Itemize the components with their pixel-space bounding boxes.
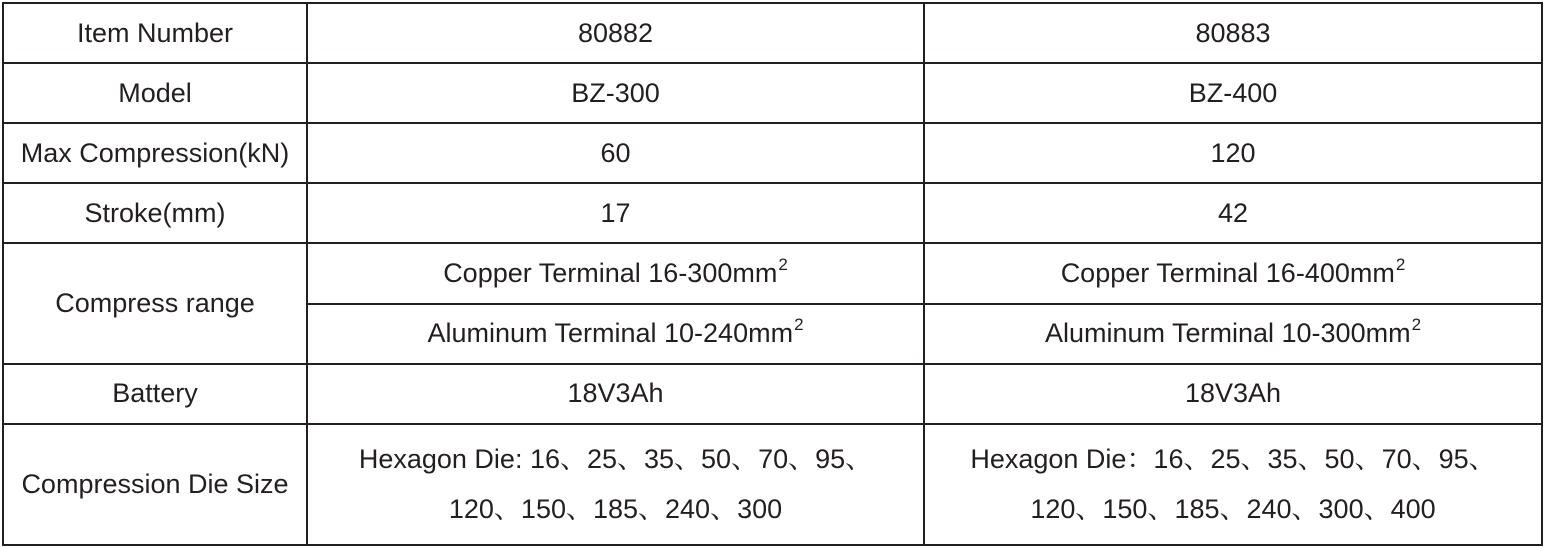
row-battery [3,364,1542,424]
label-battery: Battery [3,364,307,424]
cell-model-b: BZ-400 [924,63,1542,123]
cell-battery-b: 18V3Ah [924,364,1542,424]
spec-table [2,2,1543,546]
row-model [3,63,1542,123]
row-compress-range-copper [3,243,1542,303]
aluminum-range-b-exponent: 2 [1411,315,1422,335]
die-size-b-line2: 120、150、185、240、300、400 [1030,494,1436,525]
label-die-size: Compression Die Size [3,424,307,545]
die-size-a-line2: 120、150、185、240、300 [448,494,783,525]
aluminum-range-a-exponent: 2 [794,315,804,335]
copper-range-b-exponent: 2 [1395,254,1406,274]
cell-stroke-a: 17 [307,183,924,243]
cell-copper-range-a [307,243,924,303]
die-size-b-line1: Hexagon Die：16、25、35、50、70、95、 [970,444,1496,475]
row-item-number [3,3,1542,63]
aluminum-range-b-text: Aluminum Terminal 10-300mm [1044,318,1411,349]
cell-model-a: BZ-300 [307,63,924,123]
cell-stroke-b: 42 [924,183,1542,243]
row-max-compression [3,123,1542,183]
cell-copper-range-b [924,243,1542,303]
cell-aluminum-range-a [307,304,924,364]
row-die-size [3,424,1542,545]
label-model: Model [3,63,307,123]
row-stroke [3,183,1542,243]
copper-range-b-text: Copper Terminal 16-400mm [1060,257,1395,288]
cell-max-compression-b: 120 [924,123,1542,183]
label-stroke: Stroke(mm) [3,183,307,243]
label-item-number: Item Number [3,3,307,63]
copper-range-a-exponent: 2 [778,254,788,274]
cell-item-number-a: 80882 [307,3,924,63]
copper-range-a-text: Copper Terminal 16-300mm [443,257,778,288]
cell-item-number-b: 80883 [924,3,1542,63]
label-compress-range: Compress range [3,243,307,363]
cell-battery-a: 18V3Ah [307,364,924,424]
cell-max-compression-a: 60 [307,123,924,183]
die-size-a-line1: Hexagon Die: 16、25、35、50、70、95、 [358,444,873,475]
cell-aluminum-range-b [924,304,1542,364]
aluminum-range-a-text: Aluminum Terminal 10-240mm [427,318,794,349]
label-max-compression: Max Compression(kN) [3,123,307,183]
cell-die-size-a [307,424,924,545]
cell-die-size-b [924,424,1542,545]
